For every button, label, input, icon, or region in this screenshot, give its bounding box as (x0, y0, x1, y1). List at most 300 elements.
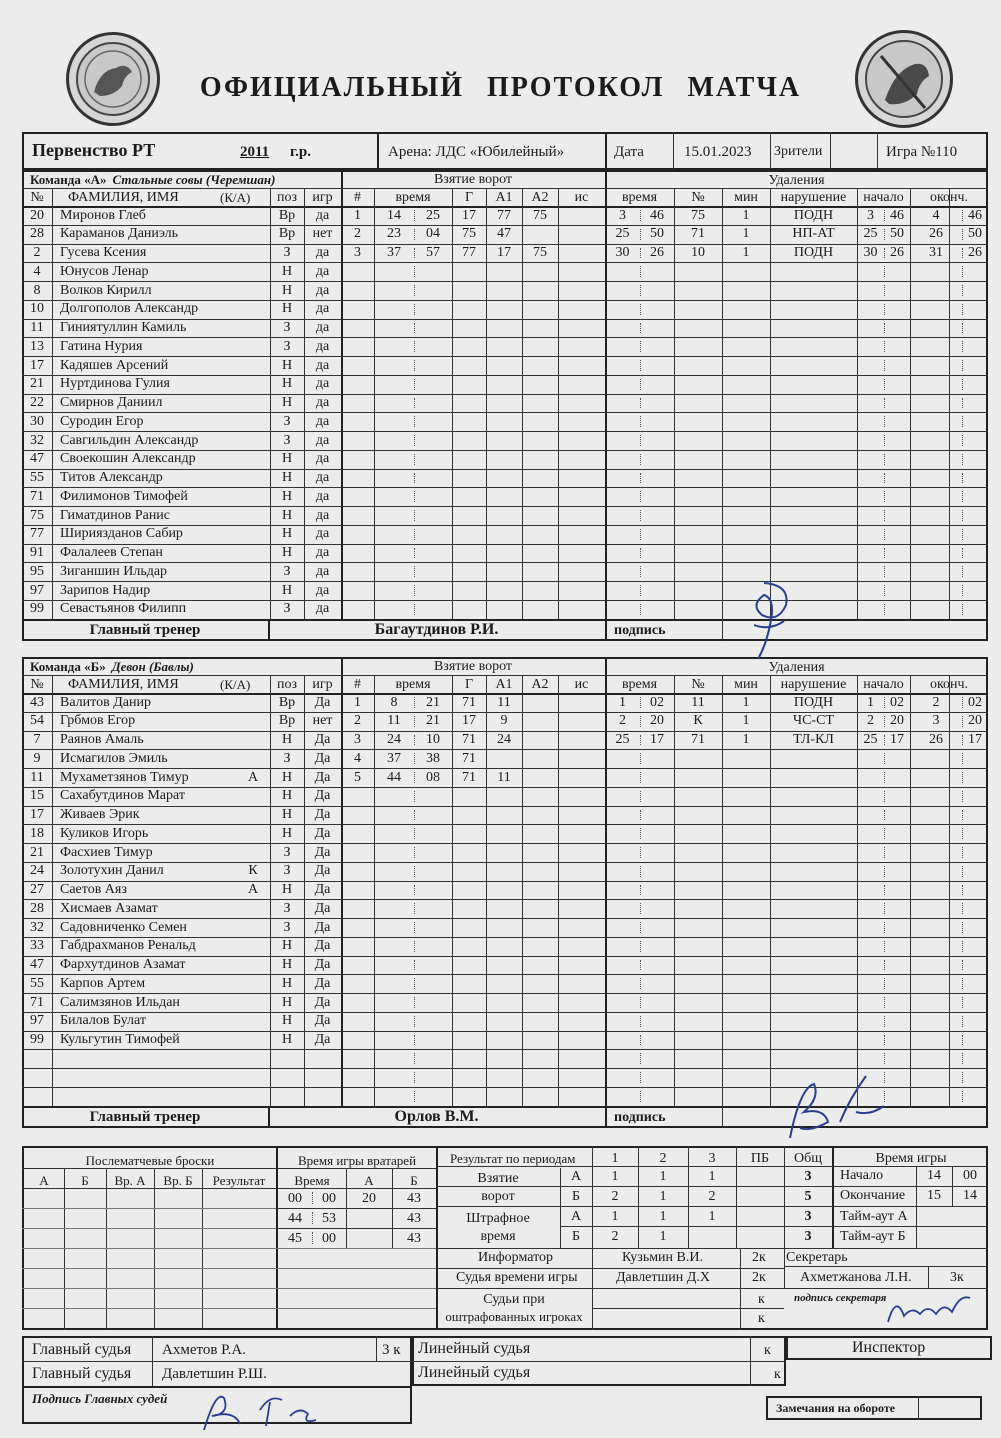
player-name: Филимонов Тимофей (60, 488, 188, 504)
player-name: Саетов Аяз (60, 882, 127, 897)
game-start-hour: 14 (927, 1168, 941, 1183)
teamB-name: Девон (Бавлы) (111, 659, 194, 674)
teamA-col-pen-start: начало (863, 190, 904, 205)
player-role-mark: А (247, 882, 259, 897)
period-col-pb: ПБ (750, 1151, 770, 1166)
player-number: 2 (33, 245, 41, 260)
player-played: да (315, 545, 330, 560)
game-end-label: Окончание (840, 1188, 906, 1203)
penalty-minutes: 1 (742, 732, 750, 747)
penalty-start-sec: 26 (890, 245, 904, 260)
teamA-col-is: ис (574, 190, 589, 205)
period-col-total: Общ (793, 1151, 822, 1166)
game-end-min: 14 (963, 1188, 977, 1203)
secretary-label: Секретарь (786, 1250, 848, 1265)
player-name: Долгополов Александр (60, 301, 199, 317)
player-position: Н (281, 732, 293, 747)
period-1-value: 1 (611, 1209, 619, 1224)
signature-main-judges (190, 1380, 330, 1436)
penalty-player: 71 (691, 226, 705, 242)
remarks-label: Замечания на обороте (776, 1401, 896, 1415)
player-number: 4 (33, 263, 41, 279)
teamB-col-pen-num: № (691, 677, 705, 692)
player-name: Юнусов Ленар (60, 263, 149, 279)
goal-scorer: 71 (462, 694, 476, 710)
penalty-end-min: 4 (932, 207, 940, 223)
player-position: Н (281, 376, 293, 392)
goal-number: 4 (354, 750, 361, 766)
player-played: да (315, 357, 330, 373)
player-number: 22 (30, 395, 44, 410)
player-position: Н (281, 994, 293, 1010)
date-label: Дата (614, 144, 644, 160)
goalie-a-number: 20 (362, 1191, 376, 1206)
goal-number: 1 (354, 694, 361, 710)
player-number: 32 (30, 432, 44, 448)
period-3-value: 1 (708, 1209, 716, 1224)
player-position: Н (281, 451, 293, 467)
player-number: 8 (33, 282, 41, 298)
player-number: 28 (30, 226, 44, 242)
penalty-start-sec: 02 (890, 694, 904, 710)
teamB-col-pen-end: оконч. (929, 677, 969, 692)
teamA-col-name: ФАМИЛИЯ, ИМЯ (68, 190, 179, 205)
player-number: 71 (30, 994, 44, 1010)
player-position: Н (281, 769, 293, 785)
goal-time-min: 14 (387, 207, 401, 223)
player-played: Да (314, 769, 331, 785)
penalty-player: 10 (691, 245, 705, 260)
player-role-mark: К (248, 863, 258, 879)
player-position: Н (281, 357, 293, 373)
goalie-b-number: 43 (407, 1231, 421, 1246)
goalie-time-sec: 53 (322, 1211, 336, 1226)
player-played: да (315, 282, 330, 298)
penalty-player: 11 (691, 694, 705, 710)
goal-number: 1 (354, 207, 361, 223)
teamA-col-time: время (395, 190, 431, 205)
player-played: нет (312, 226, 333, 242)
penalty-label-1: Штрафное (466, 1211, 530, 1226)
player-position: Н (281, 807, 293, 822)
goal-assist-1: 17 (497, 245, 511, 260)
timekeeper-label: Судья времени игры (456, 1270, 578, 1285)
penalty-judge-1-category: к (758, 1292, 765, 1307)
player-played: да (315, 263, 330, 279)
player-position: Н (281, 263, 293, 279)
teamA-head-coach-name: Багаутдинов Р.И. (374, 620, 499, 638)
player-position: З (283, 844, 291, 860)
teamB-col-name: ФАМИЛИЯ, ИМЯ (68, 677, 179, 692)
player-position: З (283, 919, 291, 935)
teamA-col-g: Г (464, 190, 474, 205)
informer-category: 2к (752, 1250, 766, 1265)
line-judge-1-category: к (764, 1343, 771, 1358)
player-number: 33 (30, 938, 44, 954)
player-number: 91 (30, 545, 44, 560)
goal-time-sec: 04 (426, 226, 440, 242)
penalty-end-sec: 02 (968, 694, 982, 710)
penalty-minutes: 1 (742, 245, 750, 260)
player-played: да (315, 413, 330, 429)
player-name: Титов Александр (60, 470, 163, 485)
period-total-value: 3 (804, 1169, 812, 1184)
player-name: Хисмаев Азамат (60, 900, 158, 916)
penalty-time-min: 3 (619, 207, 626, 223)
match-date: 15.01.2023 (684, 144, 752, 160)
teamB-label: Команда «Б» (30, 659, 106, 674)
goalie-time-sec: 00 (322, 1191, 336, 1206)
penalty-player: К (693, 713, 703, 729)
teamA-col-pen-violation: нарушение (780, 190, 847, 205)
teamB-col-g: Г (464, 677, 474, 692)
player-name: Миронов Глеб (60, 207, 146, 223)
shootout-col-a: А (39, 1173, 49, 1188)
teamB-col-a1: А1 (495, 677, 513, 692)
player-played: да (315, 338, 330, 354)
penalty-time-sec: 17 (650, 732, 664, 747)
secretary-category: 3к (950, 1270, 964, 1285)
goal-scorer: 71 (462, 732, 476, 747)
player-name: Савгильдин Александр (60, 432, 199, 448)
player-name: Салимзянов Ильдан (60, 994, 180, 1010)
page-title: ОФИЦИАЛЬНЫЙ ПРОТОКОЛ МАТЧА (199, 72, 802, 103)
player-played: Да (314, 1032, 331, 1047)
teamB-col-pen-min: мин (734, 677, 758, 692)
teamB-col-is: ис (574, 677, 589, 692)
goalie-col-b: Б (410, 1173, 418, 1188)
teamA-name: Стальные совы (Черемшан) (112, 172, 276, 187)
player-name: Сурoдин Егор (60, 413, 144, 429)
player-number: 15 (30, 788, 44, 804)
player-name: Смирнов Даниил (60, 395, 163, 410)
player-name: Своекошин Александр (60, 451, 196, 467)
shootout-col-result: Результат (212, 1173, 266, 1188)
signature-secretary (882, 1286, 978, 1332)
player-number: 32 (30, 919, 44, 935)
player-position: Н (281, 526, 293, 542)
player-number: 27 (30, 882, 44, 897)
goal-time-sec: 21 (426, 713, 440, 729)
penalty-minutes: 1 (742, 207, 750, 223)
penalty-start-min: 30 (863, 245, 878, 260)
penalty-minutes: 1 (742, 694, 750, 710)
player-position: З (283, 900, 291, 916)
player-position: Вр (278, 207, 296, 223)
player-name: Валитов Данир (60, 694, 151, 710)
player-number: 13 (30, 338, 44, 354)
player-position: Н (281, 975, 293, 991)
penalty-judges-label-2: оштрафованных игроках (445, 1309, 583, 1324)
line-judge-label-2: Линейный судья (418, 1364, 531, 1381)
player-name: Севастьянов Филипп (60, 601, 187, 617)
goal-number: 3 (354, 732, 361, 747)
goal-scorer: 17 (462, 207, 476, 223)
penalty-start-min: 25 (863, 226, 878, 242)
goalie-time-title: Время игры вратарей (297, 1153, 417, 1168)
player-played: нет (312, 713, 333, 729)
period-total-value: 3 (804, 1209, 812, 1224)
player-name: Билалов Булат (60, 1013, 146, 1029)
game-end-hour: 15 (927, 1188, 941, 1203)
teamB-col-num: № (30, 677, 44, 692)
shootout-col-goalie-b: Вр. Б (163, 1173, 193, 1188)
game-start-min: 00 (963, 1168, 977, 1183)
player-number: 9 (33, 750, 41, 766)
period-1-value: 2 (611, 1189, 619, 1204)
player-position: Вр (278, 713, 296, 729)
penalty-start-sec: 17 (890, 732, 904, 747)
penalty-start-min: 25 (863, 732, 878, 747)
player-number: 21 (30, 376, 44, 392)
period-col-2: 2 (659, 1151, 667, 1166)
goal-number: 5 (354, 769, 361, 785)
main-judge-1: Ахметов Р.А. (162, 1342, 246, 1358)
teamA-col-hash: # (354, 190, 361, 205)
player-played: Да (314, 694, 331, 710)
teamA-col-played: игр (312, 190, 333, 205)
penalty-violation: ПОДН (793, 207, 834, 223)
period-2-value: 1 (659, 1189, 667, 1204)
timekeeper-name: Давлетшин Д.Х (616, 1270, 710, 1285)
goalie-b-number: 43 (407, 1211, 421, 1226)
shootout-col-b: Б (81, 1173, 89, 1188)
tournament-name: Первенство РТ (32, 140, 156, 160)
penalty-judge-2-category: к (758, 1311, 765, 1326)
period-3-value: 1 (708, 1169, 716, 1184)
player-played: Да (314, 975, 331, 991)
goal-number: 3 (354, 245, 361, 260)
player-played: Да (314, 900, 331, 916)
penalty-time-sec: 26 (650, 245, 664, 260)
player-name: Нуртдинова Гулия (60, 376, 170, 392)
penalty-time-sec: 20 (650, 713, 664, 729)
player-played: да (315, 451, 330, 467)
teamA-penalties-header: Удаления (768, 173, 825, 188)
player-number: 43 (30, 694, 44, 710)
game-start-label: Начало (840, 1168, 884, 1183)
informer-label: Информатор (478, 1250, 554, 1265)
teamB-col-pos: поз (276, 677, 298, 692)
teamB-col-ka: (К/А) (220, 677, 251, 692)
player-name: Караманов Даниэль (60, 226, 179, 242)
birth-year-suffix: г.р. (290, 144, 311, 160)
player-number: 99 (30, 1032, 44, 1047)
goals-label-1: Взятие (477, 1171, 519, 1186)
player-number: 95 (30, 563, 44, 579)
goal-assist-1: 11 (497, 694, 511, 710)
player-played: Да (314, 957, 331, 972)
penalty-end-sec: 20 (968, 713, 982, 729)
player-name: Мухаметзянов Тимур (60, 769, 189, 785)
player-played: да (315, 432, 330, 448)
period-total-value: 3 (804, 1229, 812, 1244)
secretary-sign-label: подпись секретаря (794, 1292, 887, 1304)
player-played: да (315, 601, 330, 617)
teamB-col-pen-violation: нарушение (780, 677, 847, 692)
player-played: да (315, 301, 330, 317)
goal-time-sec: 21 (426, 694, 440, 710)
main-judge-2: Давлетшин Р.Ш. (162, 1366, 267, 1382)
player-position: Н (281, 488, 293, 504)
teamA-col-num: № (30, 190, 44, 205)
player-position: Вр (278, 694, 296, 710)
teamA-title-row (30, 171, 275, 189)
game-number: Игра №110 (886, 144, 958, 160)
goal-time-min: 8 (390, 694, 398, 710)
period-team: Б (571, 1229, 581, 1244)
player-number: 17 (30, 357, 44, 373)
player-played: Да (314, 732, 331, 747)
player-name: Шириязданов Сабир (60, 526, 183, 542)
player-position: З (283, 338, 291, 354)
player-name: Исмагилов Эмиль (60, 750, 168, 766)
goalie-b-number: 43 (407, 1191, 421, 1206)
teamB-col-time: время (395, 677, 431, 692)
teamA-signature-label: подпись (614, 622, 666, 638)
penalty-start-min: 1 (867, 694, 874, 710)
player-number: 75 (30, 507, 44, 523)
player-played: да (315, 376, 330, 392)
goal-time-sec: 25 (426, 207, 440, 223)
player-number: 99 (30, 601, 44, 617)
goal-scorer: 77 (462, 245, 476, 260)
goal-time-sec: 38 (426, 750, 440, 766)
spectators-label: Зрители (774, 144, 823, 159)
player-number: 77 (30, 526, 44, 542)
player-position: Н (281, 1032, 293, 1047)
player-played: Да (314, 788, 331, 804)
period-2-value: 1 (659, 1229, 667, 1244)
teamA-col-a2: А2 (531, 190, 549, 205)
teamB-col-pen-start: начало (863, 677, 904, 692)
player-number: 7 (33, 732, 41, 747)
penalty-player: 75 (691, 207, 705, 223)
player-name: Кадяшев Арсений (60, 357, 169, 373)
period-team: А (570, 1209, 582, 1224)
goal-assist-2: 75 (533, 245, 547, 260)
player-number: 28 (30, 900, 44, 916)
player-name: Кульгутин Тимофей (60, 1032, 180, 1047)
penalty-time-min: 2 (619, 713, 626, 729)
penalty-time-min: 25 (615, 226, 630, 242)
penalty-label-2: время (480, 1229, 516, 1244)
teamB-penalties-header: Удаления (768, 660, 825, 675)
player-number: 55 (30, 470, 44, 485)
player-name: Куликов Игорь (60, 825, 149, 841)
player-position: Н (281, 957, 293, 972)
teamA-goals-header: Взятие ворот (433, 172, 513, 187)
teamB-title-row (30, 658, 194, 676)
main-judges-sign-label: Подпись Главных судей (32, 1391, 168, 1406)
player-position: Вр (278, 226, 296, 242)
player-name: Карпов Артем (60, 975, 146, 991)
player-played: Да (314, 825, 331, 841)
goalie-time-min: 00 (288, 1191, 302, 1206)
goalie-col-time: Время (294, 1173, 330, 1188)
goal-assist-1: 77 (497, 207, 511, 223)
line-judge-label-1: Линейный судья (418, 1340, 531, 1357)
period-total-value: 5 (804, 1189, 812, 1204)
player-played: Да (314, 882, 331, 897)
timekeeper-category: 2к (752, 1270, 766, 1285)
timeout-a-label: Тайм-аут А (840, 1209, 908, 1224)
player-position: З (283, 750, 291, 766)
goal-time-min: 37 (387, 750, 401, 766)
timeout-b-label: Тайм-аут Б (840, 1229, 906, 1244)
teamA-label: Команда «А» (30, 172, 107, 187)
player-number: 10 (30, 301, 44, 317)
player-position: З (283, 432, 291, 448)
player-name: Зарипов Надир (60, 582, 151, 598)
player-name: Зиганшин Ильдар (60, 563, 168, 579)
signature-team-b-coach (770, 1068, 890, 1148)
player-name: Сахабутдинов Марат (60, 788, 185, 804)
player-number: 24 (30, 863, 44, 879)
period-2-value: 1 (659, 1209, 667, 1224)
goals-label-2: ворот (481, 1189, 515, 1204)
shootout-title: Послематчевые броски (85, 1153, 215, 1168)
goal-time-min: 24 (387, 732, 401, 747)
penalty-time-sec: 46 (650, 207, 664, 223)
period-2-value: 1 (659, 1169, 667, 1184)
signature-team-a-coach (720, 575, 810, 665)
penalty-player: 71 (691, 732, 705, 747)
penalty-violation: ПОДН (793, 245, 834, 260)
period-col-3: 3 (708, 1151, 716, 1166)
goalie-time-sec: 00 (322, 1231, 336, 1246)
goal-scorer: 75 (462, 226, 476, 242)
birth-year: 2011 (240, 144, 270, 160)
player-played: да (315, 563, 330, 579)
penalty-start-min: 2 (867, 713, 874, 729)
penalty-time-sec: 02 (650, 694, 664, 710)
player-number: 71 (30, 488, 44, 504)
player-played: да (315, 207, 330, 223)
goal-number: 2 (354, 226, 361, 242)
penalty-violation: ЧС-СТ (793, 713, 834, 729)
player-played: Да (314, 938, 331, 954)
player-name: Грбмов Егор (60, 713, 136, 729)
player-name: Гиматдинов Ранис (60, 507, 171, 523)
teamB-col-hash: # (354, 677, 361, 692)
player-number: 47 (30, 957, 44, 972)
player-position: Н (281, 938, 293, 954)
player-played: да (315, 470, 330, 485)
player-name: Гиниятуллин Камиль (60, 320, 187, 335)
penalty-end-min: 31 (929, 245, 943, 260)
player-played: Да (314, 1013, 331, 1029)
teamB-goals-header: Взятие ворот (433, 659, 513, 674)
penalty-minutes: 1 (742, 226, 750, 242)
period-team: А (570, 1169, 582, 1184)
goal-time-min: 11 (387, 713, 401, 729)
penalty-start-sec: 20 (890, 713, 904, 729)
penalty-judges-label-1: Судьи при (483, 1292, 545, 1307)
goal-assist-1: 9 (500, 713, 508, 729)
goal-time-sec: 10 (426, 732, 440, 747)
penalty-end-min: 26 (929, 732, 943, 747)
teamA-col-pen-min: мин (734, 190, 758, 205)
player-played: да (315, 245, 330, 260)
main-judge-label-1: Главный судья (32, 1341, 132, 1358)
player-number: 55 (30, 975, 44, 991)
player-number: 97 (30, 1013, 44, 1029)
penalty-start-min: 3 (867, 207, 874, 223)
player-position: З (283, 563, 291, 579)
player-played: да (315, 395, 330, 410)
player-position: Н (281, 825, 293, 841)
